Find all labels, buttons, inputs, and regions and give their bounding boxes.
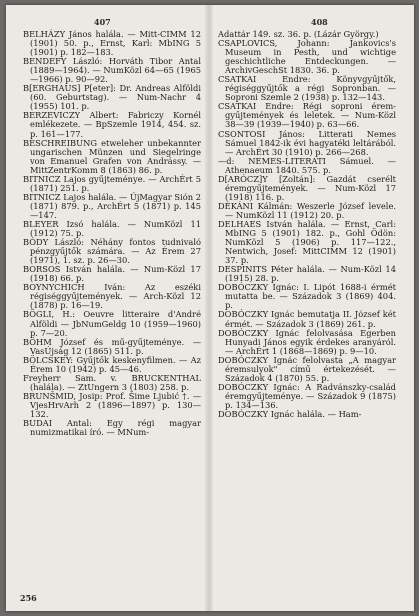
left-column [23, 30, 201, 437]
bibliography-entry: BUDAI Antal: Egy régi magyar numizmatikai író. — MNum- [23, 418, 201, 438]
bibliography-entry: BITNICZ Lajos gyűjteménye. — ArchÉrt 5 (1871) 251. p. [23, 173, 201, 193]
bibliography-entry: Adattár 149. sz. 36. p. (Lázár György.) [218, 29, 379, 39]
bibliography-entry: CSAPLOVICS, Johann: Jankovics's Museum in Pesth, und wichtige geschichtliche Entdeckungen. — ArchivGeschSt 1830. 36. p. [218, 38, 396, 76]
bibliography-entry: DOBÓCZKY Ignác felolvasta „A magyar éremsulyok" című értekezését. — Századok 4 (1870) 55. p. [218, 354, 396, 383]
bibliography-entry: DOBÓCZKY Ignác felolvasása Egerben Hunyadi János egyik érdekes aranyáról. — ArchÉrt 1 (1868—1869) p. 9—10. [218, 327, 396, 356]
bibliography-entry: BELHÁZY János halála. — Mitt-CIMM 12 (1901) 50. p., Ernst, Karl: MbING 5 (1901) p. 182—183. [23, 29, 201, 58]
page-gutter [205, 5, 213, 611]
bibliography-entry: B[ERGHAUS] P[eter]: Dr. Andreas Alföldi (60. Geburtstag). — Num-Nachr 4 (1955) 101. p. [23, 83, 201, 112]
bibliography-entry: CSATKAI Endre: Régi soproni érem-gyűjtemények és leletek. — Num-Közl 38—39 (1939—1940) p. 63—66. [218, 101, 396, 130]
bibliography-entry: —d: NEMES-LITERATI Sámuel. — Athenaeum 1840. 575. p. [218, 155, 396, 175]
bibliography-entry: DESPINITS Péter halála. — Num-Közl 14 (1915) 28. p. [218, 264, 396, 284]
bibliography-entry: CSONTOSI János: Litterati Nemes Sámuel 1842-ik évi hagyatéki leltárából. — ArchÉrt 30 (1910) p. 266—268. [218, 128, 396, 157]
bibliography-entry: DOBÓCZKY Ignác halála. — Ham- [218, 408, 362, 419]
bibliography-entry: BRUNŠMID, Josip: Prof. Šime Ljubić †. — VjesHrvArh 2 (1896—1897) p. 130—132. [23, 390, 201, 419]
bibliography-entry: BÖGLI, H.: Oeuvre litteraire d'André Alföldi — JbNumGeldg 10 (1959—1960) p. 7—20. [23, 309, 201, 338]
bibliography-entry: BITNICZ Lajos halála. — ÚjMagyar Sión 2 (1871) 879. p., ArchÉrt 5 (1871) p. 145—147. [23, 191, 201, 220]
bibliography-entry: BÓDY László: Néhány fontos tudnivaló pénzgyűjtők számára. — Az Érem 27 (1971), 1. sz. p. 26—30. [23, 237, 201, 266]
bibliography-entry: BOYNYCHICH Iván: Az eszéki régiséggyűjtemények. — Arch-Közl 12 (1878) p. 16—19. [23, 282, 201, 311]
bibliography-entry: DELHAES István halála. — Ernst, Carl: MbING 5 (1901) 182. p., Gohl Ödön: NumKözl 5 (1906) p. 117—122., Nentwich, Josef: MittCIMM 12 (1901) 37. p. [218, 218, 396, 266]
bibliography-entry: BENDEFY László: Horváth Tibor Antal (1889—1964). — NumKözl 64—65 (1965—1966) p. 90—92. [23, 56, 201, 85]
right-column [218, 30, 396, 419]
bibliography-entry: BESCHREIBUNG etweleher unbekannter ungarischen Münzen und Siegelringe von Emanuel Grafen von Andrássy. — MittZentrKomm 8 (1863) 86. p. [23, 137, 201, 175]
bibliography-entry: BÖHM József és mű-gyűjteménye. — VasÚjság 12 (1865) 511. p. [23, 336, 201, 356]
bibliography-entry: DOBÓCZKY Ignác: A Radvánszky-család éremgyűjteménye. — Századok 9 (1875) p. 134—136. [218, 381, 396, 410]
bibliography-entry: Freyherr Sam. v. BRUCKENTHAL (halála). — ZtUngern 3 (1803) 258. p. [23, 372, 201, 392]
bibliography-entry: D[ARÓCZ]Y [Zoltán]: Gazdát cserélt éremgyűjtemények. — Num-Közl 17 (1918) 116. p. [218, 173, 396, 202]
bibliography-entry: DOBÓCZKY Ignác: I. Lipót 1688-i érmét mutatta be. — Századok 3 (1869) 404. p. [218, 282, 396, 311]
left-page-number: 407 [94, 17, 111, 27]
bibliography-entry: BLEYER Izsó halála. — NumKözl 11 (1912) 75. p. [23, 218, 201, 239]
book-spread [6, 5, 414, 611]
right-page-number: 408 [311, 17, 328, 27]
footer-page-number: 256 [20, 593, 37, 603]
bibliography-entry: DÉKÁNI Kálmán: Weszerle József levele. — NumKözl 11 (1912) 20. p. [218, 200, 396, 220]
bibliography-entry: DOBÓCZKY Ignác bemutatja II. József két érmét. — Századok 3 (1869) 261. p. [218, 309, 396, 329]
bibliography-entry: CSATKAI Endre: Könyvgyűjtők, régiséggyűjtők a régi Sopronban. — Soproni Szemle 2 (1938) p. 132—143. [218, 74, 396, 103]
bibliography-entry: BÖLCSKEY: Gyűjtők keskenyfilmen. — Az Érem 10 (1942) p. 45—46. [23, 354, 201, 374]
bibliography-entry: BERZEVICZY Albert: Fabriczy Kornél emlékezete. — BpSzemle 1914, 454. sz. p. 161—177. [23, 110, 201, 139]
bibliography-entry: BORSOS István halála. — Num-Közl 17 (1918) 66. p. [23, 264, 201, 284]
